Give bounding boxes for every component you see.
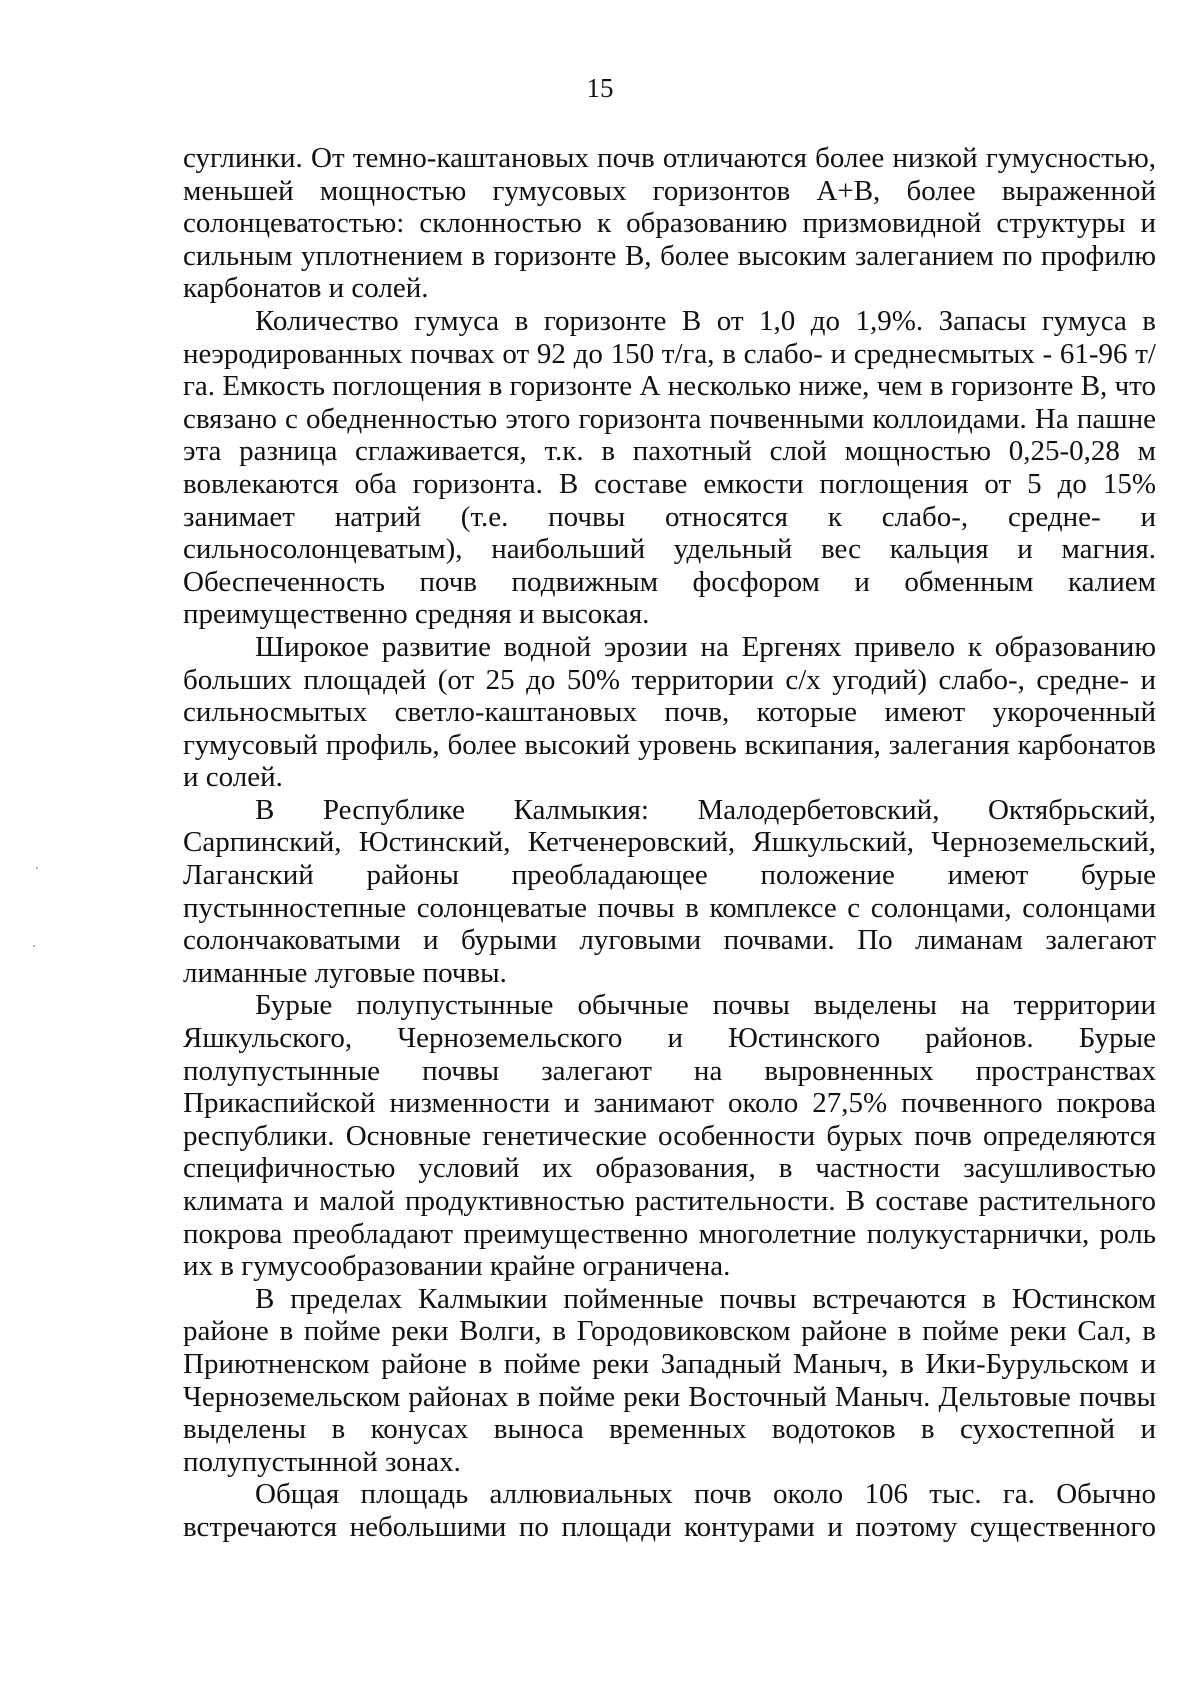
scan-speck: [36, 867, 38, 869]
paragraph-erosion: Широкое развитие водной эрозии на Ергенях привело к образованию больших площадей (от 25 до 50% территории с/х угодий) слабо-, средне- и сильносмытых светло-каштановых почв, которые имеют укороченный гумусовый профиль, более высокий уровень вскипания, залегания карбонатов и солей.: [183, 630, 1156, 794]
paragraph-brown-soils: Бурые полупустынные обычные почвы выделены на территории Яшкульского, Черноземельского и Юстинского районов. Бурые полупустынные почвы залегают на выровненных пространствах Прикаспийской низменности и занимают около 27,5% почвенного покрова республики. Основные генетические особенности бурых почв определяются специфичностью условий их образования, в частности засушливостью климата и малой продуктивностью растительности. В составе растительного покрова преобладают преимущественно многолетние полукустарнички, роль их в гумусообразовании крайне ограничена.: [183, 989, 1156, 1283]
paragraph-kalmykia-districts: В Республике Калмыкия: Малодербетовский, Октябрьский, Сарпинский, Юстинский, Кетченеровский, Яшкульский, Черноземельский, Лаганский районы преобладающее положение имеют бурые пустынностепные солонцеватые почвы в комплексе с солонцами, солонцами солончаковатыми и бурыми луговыми почвами. По лиманам залегают лиманные луговые почвы.: [183, 793, 1156, 989]
paragraph-floodplain-soils: В пределах Калмыкии пойменные почвы встречаются в Юстинском районе в пойме реки Волги, в Городовиковском районе в пойме реки Сал, в Приютненском районе в пойме реки Западный Маныч, в Ики-Бурульском и Черноземельском районах в пойме реки Восточный Маныч. Дельтовые почвы выделены в конусах выноса временных водотоков в сухостепной и полупустынной зонах.: [183, 1282, 1156, 1478]
paragraph-humus: Количество гумуса в горизонте В от 1,0 до 1,9%. Запасы гумуса в неэродированных почвах от 92 до 150 т/га, в слабо- и среднесмытых - 61-96 т/га. Емкость поглощения в горизонте А несколько ниже, чем в горизонте В, что связано с обедненностью этого горизонта почвенными коллоидами. На пашне эта разница сглаживается, т.к. в пахотный слой мощностью 0,25-0,28 м вовлекаются оба горизонта. В составе емкости поглощения от 5 до 15% занимает натрий (т.е. почвы относятся к слабо-, средне- и сильносолонцеватым), наибольший удельный вес кальция и магния. Обеспеченность почв подвижным фосфором и обменным калием преимущественно средняя и высокая.: [183, 304, 1156, 631]
body-text: [183, 142, 1156, 1544]
page-number: 15: [586, 73, 614, 103]
scan-speck: [33, 945, 35, 947]
paragraph-continuation: суглинки. От темно-каштановых почв отличаются более низкой гумусностью, меньшей мощностью гумусовых горизонтов А+В, более выраженной солонцеватостью: склонностью к образованию призмовидной структуры и сильным уплотнением в горизонте В, более высоким залеганием по профилю карбонатов и солей.: [183, 142, 1156, 305]
paragraph-alluvial-soils: Общая площадь аллювиальных почв около 106 тыс. га. Обычно встречаются небольшими по площади контурами и поэтому существенного: [183, 1478, 1156, 1543]
